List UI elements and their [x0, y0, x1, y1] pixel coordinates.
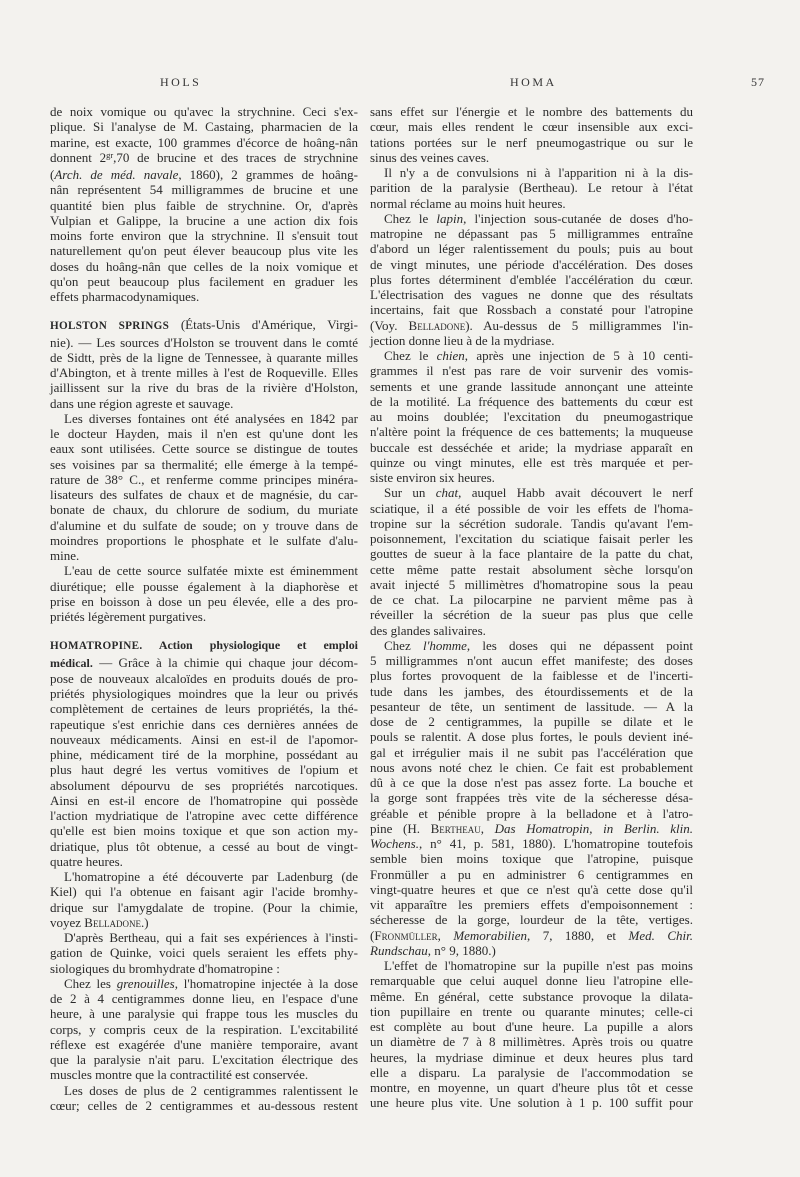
text-line: réveiller la sécrétion de la sueur pas plus que celle — [370, 607, 693, 623]
text-line: l'action mydriatique de l'atropine avec cette différence — [50, 808, 358, 823]
text-segment: , l'homatropine injectée à la dose — [174, 975, 358, 991]
text-line: vingt-quatre heures et que ce n'est qu'à cette dose qu'il — [370, 881, 693, 897]
text-line: moins forte environ que la strychnine. Il s'ensuit tout — [50, 228, 358, 243]
text-line — [50, 637, 358, 654]
text-line: qu'on peut beaucoup plus facilement en graduer les — [50, 273, 358, 289]
text-line: corps, y compris ceux de la respiration. L'excitabilité — [50, 1021, 358, 1037]
text-line: remarquable que celui auquel donne lieu l'atropine elle- — [370, 973, 693, 989]
text-line: quatre heures. — [50, 853, 123, 869]
text-line: bonate de chaux, du chlorure de sodium, du muriate — [50, 502, 358, 518]
text-line — [50, 915, 358, 930]
text-line: la gorge sont frappées très vite de la sécheresse désa- — [370, 790, 693, 806]
text-line: jection donne lieu à de la mydriase. — [370, 332, 555, 348]
text-line: de vingt minutes, une période d'accélération. Des doses — [370, 256, 693, 272]
text-segment: — Grâce à la chimie qui chaque jour décom- — [92, 654, 358, 670]
text-line: au moins doublée; l'excitation du pneumogastrique — [370, 409, 693, 424]
paragraph — [370, 211, 693, 348]
paragraph — [50, 1083, 358, 1114]
small-caps-text: Fronmüller — [374, 927, 438, 943]
text-line: complètement de certaines de leurs propriétés, la thé- — [50, 701, 358, 717]
text-line: réflexe est exagérée d'une manière temporaire, avant — [50, 1036, 358, 1052]
text-line: nouveaux médicaments. Ainsi en est-il de l'apomor- — [50, 731, 358, 747]
text-line: matropine ne dépassant pas 5 milligrammes entraîne — [370, 226, 693, 241]
text-line: sans effet sur l'énergie et le nombre des battements du — [370, 104, 693, 119]
paragraph — [370, 104, 693, 165]
text-segment: , n° 9, 1880.) — [427, 942, 496, 958]
text-segment: , après une injection de 5 à 10 centi- — [464, 348, 694, 363]
paragraph — [50, 976, 358, 1083]
text-line: phine, médicament tiré de la morphine, possédant au — [50, 747, 358, 762]
text-line — [370, 943, 693, 958]
text-line: lisateurs des sulfates de chaux et de magnésie, du car- — [50, 487, 358, 502]
text-segment: voyez — [50, 914, 85, 930]
text-line: L'eau de cette source sulfatée mixte est éminemment — [64, 563, 358, 579]
text-line: d'Abington, et à trente milles à l'est de Roqueville. Elles — [50, 365, 358, 380]
paragraph — [370, 348, 693, 485]
text-line: plique. Si l'analyse de M. Castaing, pharmacien de la — [50, 119, 358, 135]
text-line: vit apparaître les premiers effets d'empoisonnement : — [370, 897, 693, 912]
text-line: moindres proportions le phosphate et le sulfate d'alu- — [50, 532, 358, 548]
right-column — [370, 104, 693, 1111]
text-line: des glandes salivaires. — [370, 622, 486, 638]
text-line: prise en boisson à dose un peu élevée, elle a des pro- — [50, 593, 358, 609]
text-line: dû à ce que la dose n'est pas assez forte. La bouche et — [370, 775, 693, 790]
text-segment: ( — [370, 927, 375, 943]
text-line: nous avons noté chez le chien. Ce fait est probablement — [370, 759, 693, 775]
text-segment: Sur un — [384, 485, 436, 501]
text-line: Ainsi en est-il encore de l'homatropine qui possède — [50, 792, 358, 808]
text-line: Vulpian et Galippe, la brucine a une action dix fois — [50, 212, 358, 228]
text-line: quinze ou vingt minutes, elle est très marquée et per- — [370, 454, 693, 470]
text-line: incertains, fait que Rossbach a constaté pour l'atropine — [370, 302, 693, 318]
running-head-left: HOLS — [160, 75, 202, 89]
paragraph — [370, 638, 693, 958]
text-line: Fronmüller a pu en administrer 6 centigrammes en — [370, 866, 693, 882]
text-segment: , — [437, 927, 454, 943]
text-line: drique sur l'amygdalate de tropine. (Pour la chimie, — [50, 899, 358, 915]
text-segment: Chez les — [64, 975, 117, 991]
text-line: le docteur Hayden, mais il n'en est qu'une dont les — [50, 426, 358, 441]
text-line: plus fortes provoquent de la faiblesse et de l'incerti- — [370, 668, 693, 684]
text-line: buccale est desséchée et aride; la mydriase apparaît en — [370, 439, 693, 455]
text-line — [50, 976, 358, 991]
text-line: sements et une grande lassitude annonçant une atteinte — [370, 378, 693, 394]
text-line: sinus des veines caves. — [370, 149, 490, 165]
entry-paragraph — [50, 637, 358, 869]
text-line: de noix vomique ou qu'avec la strychnine. Ceci s'ex- — [50, 104, 358, 119]
text-line: priétés physiologiques moindres que la leur ou privés — [50, 686, 358, 701]
paragraph — [370, 485, 693, 638]
text-line: nie). — Les sources d'Holston se trouvent dans le comté — [50, 334, 358, 350]
text-line: naturellement qu'on peut élever beaucoup plus vite les — [50, 243, 358, 259]
text-line: un diamètre de 7 à 8 millimètres. Après trois ou quatre — [370, 1034, 693, 1050]
text-segment: .) — [140, 914, 149, 930]
page-number: 57 — [751, 75, 765, 89]
text-line: D'après Bertheau, qui a fait ses expériences à l'insti- — [64, 930, 358, 945]
entry-paragraph — [50, 317, 358, 411]
text-line: Les diverses fontaines ont été analysées en 1842 par — [64, 410, 358, 426]
text-line: de ce chat. La pilocarpine ne parvient même pas à — [370, 592, 693, 607]
text-line: d'alumine et du sulfate de soude; on y trouve dans de — [50, 517, 358, 533]
text-line: pouls se ralentit. A dose plus fortes, le pouls devient iné- — [370, 729, 693, 745]
running-head-right: HOMA — [510, 75, 557, 89]
text-line: qu'elle est bien moins toxique et que son action my- — [50, 823, 358, 839]
text-line: normal réclame au moins huit heures. — [370, 195, 566, 211]
paragraph — [50, 930, 358, 976]
small-caps-text: Bertheau — [430, 820, 481, 836]
headword: HOMATROPINE. — [50, 640, 143, 653]
text-line: plus fortes déterminent d'emblée l'accélération du cœur. — [370, 271, 693, 287]
text-line: d'abord un léger ralentissement du pouls; puis au bout — [370, 241, 693, 257]
text-segment: Chez le — [384, 210, 437, 226]
italic-text: Rundschau — [370, 942, 428, 958]
text-segment: pine (H. — [370, 820, 431, 836]
text-segment: , l'injection sous-cutanée de doses d'ho- — [463, 210, 693, 226]
text-line — [370, 318, 693, 333]
text-line: montre, en moyenne, un quart d'heure plus tôt et cesse — [370, 1080, 693, 1095]
text-line: rature de 38° C., et renferme comme principes minéra- — [50, 471, 358, 487]
text-line: que la paralysie n'ait paru. L'excitation électrique des — [50, 1052, 358, 1067]
paragraph — [50, 563, 358, 624]
text-line: absolument dépourvu de ses propriétés narcotiques. — [50, 777, 358, 793]
italic-text: l'homme — [422, 637, 467, 653]
text-line: de la motilité. La fréquence des battements du cœur est — [370, 393, 693, 409]
text-line: quantité bien plus faible de strychnine. Or, d'après — [50, 197, 358, 213]
text-line: marine, est exacte, 100 grammes d'écorce de hoâng-nân — [50, 134, 358, 150]
text-line: pesanteur de tête, un sentiment de lassitude. — A la — [370, 698, 693, 714]
text-line: tropine sur la sécrétion sudorale. Tandis qu'avant l'em- — [370, 515, 693, 531]
text-line: cœur; celles de 2 centigrammes et au-dessous restent — [50, 1097, 358, 1113]
text-segment: , 1860), 2 grammes de hoâng- — [178, 167, 358, 182]
italic-text: lapin — [436, 210, 464, 226]
text-line: avait injecté 5 millimètres d'homatropine sous la peau — [370, 576, 693, 592]
text-segment: , auquel Habb avait découvert le nerf — [458, 485, 694, 501]
italic-text: Med. Chir. — [628, 927, 694, 943]
text-line — [50, 167, 358, 182]
text-segment: , 7, 1880, et — [526, 927, 629, 943]
left-column — [50, 104, 358, 1113]
text-segment: (États-Unis d'Amérique, Virgi- — [169, 317, 358, 333]
text-line — [50, 655, 358, 671]
text-line — [370, 821, 693, 836]
text-segment: donnent 2 — [50, 149, 107, 165]
text-line: pose de nouveaux alcaloïdes en produits doués de pro- — [50, 670, 358, 686]
text-segment: Chez le — [384, 348, 437, 363]
text-line — [370, 638, 693, 653]
text-segment: , les doses qui ne dépassent point — [466, 637, 693, 653]
small-caps-text: Belladone — [84, 914, 141, 930]
text-line: mine. — [50, 548, 80, 563]
text-line: L'homatropine a été découverte par Ladenburg (de — [64, 869, 358, 884]
text-line: parition de la paralysie (Bertheau). Le retour à l'état — [370, 180, 693, 196]
text-line: L'effet de l'homatropine sur la pupille n'est pas moins — [384, 958, 693, 973]
italic-text: chien — [436, 348, 465, 363]
text-line: elle a disparu. La paralysie de l'accommodation se — [370, 1064, 693, 1080]
text-line: gation de Quinke, voici quels seraient les effets phy- — [50, 945, 358, 961]
text-line: driatique, plus tôt obtenue, a cessé au bout de vingt- — [50, 838, 358, 854]
text-line: n'altère point la fréquence de ces battements; la muqueuse — [370, 424, 693, 440]
text-line: grammes il n'est pas rare de voir survenir des vomis- — [370, 363, 693, 379]
text-line — [370, 211, 693, 226]
text-line: Il n'y a de convulsions ni à l'apparition ni à la dis- — [384, 165, 693, 180]
italic-text: Memorabilien — [453, 927, 527, 943]
paragraph — [50, 104, 358, 304]
text-line: tude dans les jambes, des étourdissements et de la — [370, 683, 693, 699]
text-line: jaillissent sur la rive du bras de la rivière d'Holston, — [50, 380, 358, 396]
italic-text: grenouilles — [116, 975, 175, 991]
text-line: sciatique, il a été possible de voir les effets de l'homa- — [370, 500, 693, 516]
superscript: gr — [106, 149, 114, 160]
text-line: priétés légèrement purgatives. — [50, 609, 207, 624]
text-line: eaux sont utilisées. Cette source se distingue de toutes — [50, 441, 358, 457]
text-line: dans une région agreste et sauvage. — [50, 395, 234, 411]
text-line: tion pupillaire en trente ou quarante minutes; celle-ci — [370, 1003, 693, 1019]
headword: HOLSTON SPRINGS — [50, 320, 170, 333]
text-line: rapeutique s'est enrichie dans ces dernières années de — [50, 716, 358, 732]
text-line: de Sidtt, près de la ligne de Tennessee, à quarante milles — [50, 349, 358, 365]
text-line: Kiel) qui l'a obtenue en faisant agir l'acide bromhy- — [50, 884, 358, 900]
text-line: dose de 2 centigrammes, la pupille se dilate et le — [370, 714, 693, 729]
text-line: siste environ six heures. — [370, 470, 495, 485]
italic-text: Wochens. — [370, 836, 419, 851]
bold-text: Action physiologique et emploi — [142, 638, 358, 653]
text-line — [50, 150, 358, 167]
text-line: nân représentent 54 milligrammes de brucine et une — [50, 182, 358, 198]
text-line: gal et irrégulier mais il ne subit pas l'accélération que — [370, 744, 693, 760]
italic-text: Arch. de méd. navale — [54, 167, 179, 182]
text-line: même. En général, cette substance provoque la dilata- — [370, 988, 693, 1004]
text-segment: , — [480, 820, 495, 836]
text-line — [370, 928, 693, 943]
small-caps-text: Belladone — [408, 317, 466, 333]
text-line — [50, 317, 358, 334]
text-line — [370, 485, 693, 500]
text-line: gréable et pénible propre à la belladone et à l'atro- — [370, 805, 693, 821]
text-line: 5 milligrammes n'ont aucun effet manifeste; des doses — [370, 653, 693, 668]
bold-text: médical. — [50, 655, 93, 670]
italic-text: Das Homatropin, in Berlin. klin. — [494, 820, 694, 836]
italic-text: chat — [435, 485, 459, 501]
text-line: une heure plus vite. Une solution à 1 p. 100 suffit pour — [370, 1095, 693, 1111]
text-line: plus haut degré les vertus vomitives de l'opium et — [50, 762, 358, 778]
text-line: de 2 à 4 centigrammes donne lieu, en l'espace d'une — [50, 991, 358, 1006]
text-segment: ,70 de brucine et des traces de strychnine — [113, 149, 358, 165]
text-line: semble bien moins toxique que l'atropine, puisque — [370, 851, 693, 867]
text-line: ses voisines par sa thermalité; elle émerge à la tempé- — [50, 456, 358, 472]
text-line: est complète au bout d'une heure. La pupille a alors — [370, 1019, 693, 1034]
text-segment: (Voy. — [370, 317, 409, 333]
text-line: cœur, mais elles rendent le cœur insensible aux exci- — [370, 119, 693, 135]
text-line — [370, 348, 693, 363]
text-line: Les doses de plus de 2 centigrammes ralentissent le — [64, 1082, 358, 1098]
paragraph — [370, 958, 693, 1111]
paragraph — [370, 165, 693, 211]
paragraph — [50, 869, 358, 930]
text-line: L'électrisation des vagues ne donne que des résultats — [370, 287, 693, 302]
text-line: sécheresse de la gorge, lourdeur de la tête, vertiges. — [370, 912, 693, 928]
text-segment: ). Au-dessus de 5 milligrammes l'in- — [465, 317, 693, 333]
text-line: diurétique; elle pousse également à la diaphorèse et — [50, 578, 358, 594]
text-line — [370, 836, 693, 851]
text-line: cette même patte restait absolument sèche lorsqu'on — [370, 561, 693, 577]
text-line: muscles montre que la contractilité est conservée. — [50, 1067, 309, 1083]
text-line: gouttes de sueur à la face plantaire de la patte du chat, — [370, 546, 693, 562]
text-segment: ( — [50, 167, 55, 182]
paragraph — [50, 411, 358, 564]
text-segment: , n° 41, p. 581, 1880). L'homatropine toutefois — [419, 836, 693, 851]
text-line: heure, à une paralysie qui frappe tous les muscles du — [50, 1006, 358, 1022]
text-line: heures, la mydriase diminue et deux heures plus tard — [370, 1049, 693, 1065]
text-line: poisonnement, l'excitation du sciatique faisait perler les — [370, 531, 693, 546]
text-line: tations portées sur le nerf pneumogastrique ou sur le — [370, 134, 693, 150]
text-line: effets pharmacodynamiques. — [50, 289, 200, 304]
text-segment: Chez — [384, 637, 423, 653]
text-line: siologiques du bromhydrate d'homatropine : — [50, 960, 280, 976]
text-line: doses du hoâng-nân que celles de la noix vomique et — [50, 258, 358, 274]
